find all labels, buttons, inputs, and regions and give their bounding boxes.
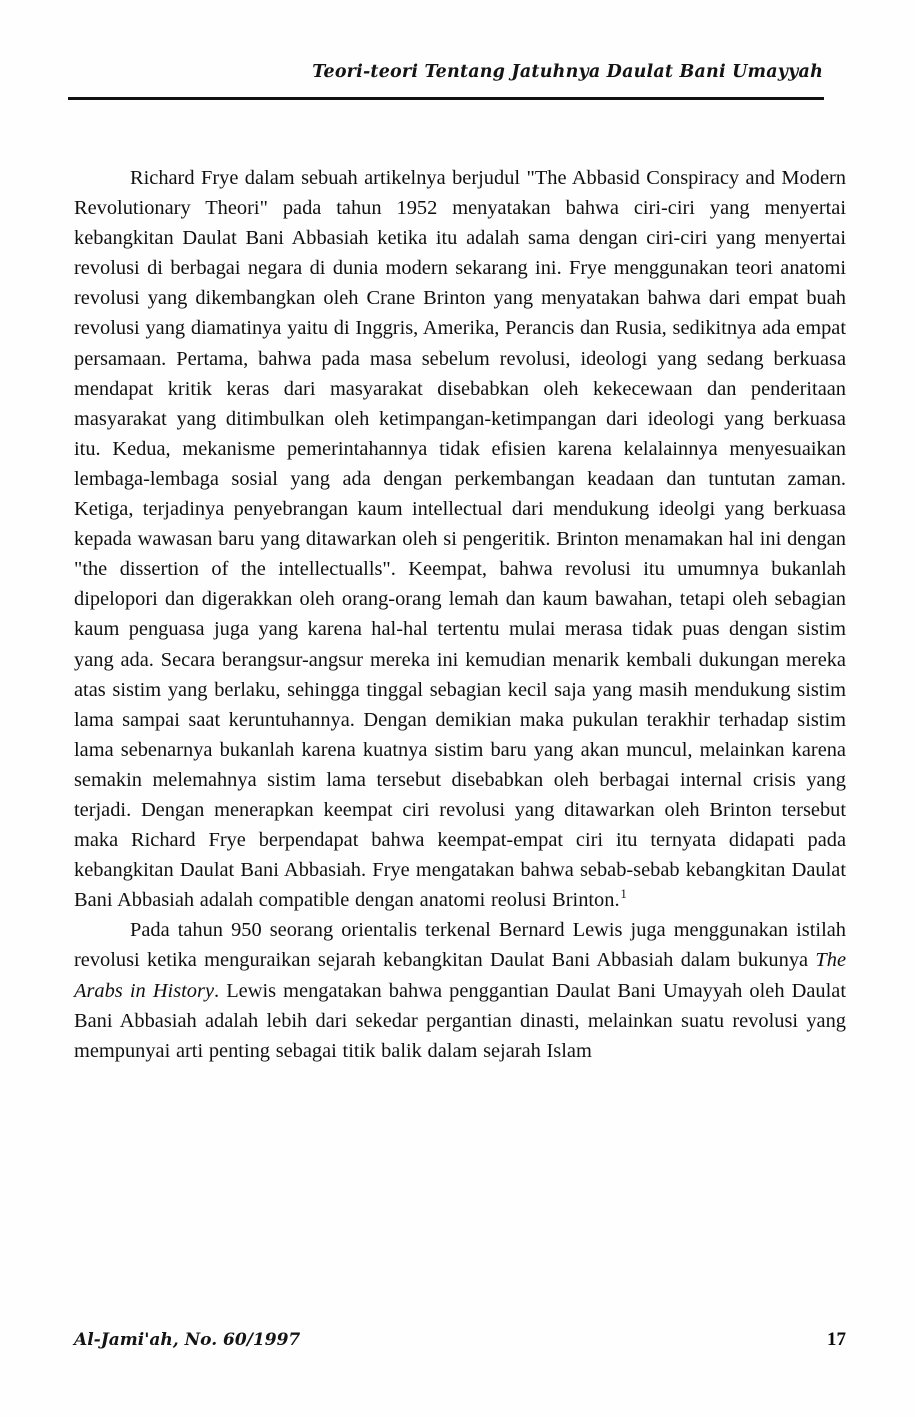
body-text-block <box>74 163 846 1066</box>
paragraph-2 <box>74 915 846 1065</box>
book-title-arabs-in-history: The Arabs in History <box>74 949 846 1002</box>
paragraph-2-text-before-title: Pada tahun 950 seorang orientalis terkenal Bernard Lewis juga menggunakan istilah revolusi ketika menguraikan sejarah kebangkitan Daulat Bani Abbasiah dalam bukunya <box>74 919 846 972</box>
page-number: 17 <box>827 1329 846 1350</box>
paragraph-1-text: Richard Frye dalam sebuah artikelnya berjudul "The Abbasid Conspiracy and Modern Revolutionary Theori" pada tahun 1952 menyatakan bahwa ciri-ciri yang menyertai kebangkitan Daulat Bani Abbasiah ketika itu adalah sama dengan ciri-ciri yang menyertai revolusi di berbagai negara di dunia modern sekarang ini. Frye menggunakan teori anatomi revolusi yang dikembangkan oleh Crane Brinton yang menyatakan bahwa dari empat buah revolusi yang diamatinya yaitu di Inggris, Amerika, Perancis dan Rusia, sedikitnya ada empat persamaan. Pertama, bahwa pada masa sebelum revolusi, ideologi yang sedang berkuasa mendapat kritik keras dari masyarakat disebabkan oleh kekecewaan dan penderitaan masyarakat yang ditimbulkan oleh ketimpangan-ketimpangan dari ideologi yang berkuasa itu. Kedua, mekanisme pemerintahannya tidak efisien karena kelalainnya menyesuaikan lembaga-lembaga sosial yang ada dengan perkembangan keadaan dan tuntutan zaman. Ketiga, terjadinya penyebrangan kaum intellectual dari mendukung ideolgi yang berkuasa kepada wawasan baru yang ditawarkan oleh si pengeritik. Brinton menamakan hal ini dengan "the dissertion of the intellectualls". Keempat, bahwa revolusi itu umumnya bukanlah dipelopori dan digerakkan oleh orang-orang lemah dan kaum bawahan, tetapi oleh sebagian kaum penguasa juga yang karena hal-hal tertentu mulai merasa tidak puas dengan sistim yang ada. Secara berangsur-angsur mereka ini kemudian menarik kembali dukungan mereka atas sistim yang berlaku, sehingga tinggal sebagian kecil saja yang masih mendukung sistim lama sampai saat keruntuhannya. Dengan demikian maka pukulan terakhir terhadap sistim lama sebenarnya bukanlah karena kuatnya sistim baru yang akan muncul, melainkan karena semakin melemahnya sistim lama tersebut disebabkan oleh berbagai internal crisis yang terjadi. Dengan menerapkan keempat ciri revolusi yang ditawarkan oleh Brinton tersebut maka Richard Frye berpendapat bahwa keempat-empat ciri itu ternyata didapati pada kebangkitan Daulat Bani Abbasiah. Frye mengatakan bahwa sebab-sebab kebangkitan Daulat Bani Abbasiah adalah compatible dengan anatomi reolusi Brinton. <box>74 167 846 912</box>
footer-journal-citation: Al-Jami'ah, No. 60/1997 <box>74 1330 301 1350</box>
running-head <box>68 62 823 92</box>
page-footer <box>74 1329 846 1359</box>
footnote-reference-marker: 1 <box>620 887 627 902</box>
paragraph-2-text-after-title: . Lewis mengatakan bahwa penggantian Daulat Bani Umayyah oleh Daulat Bani Abbasiah adalah lebih dari sekedar pergantian dinasti, melainkan suatu revolusi yang mempunyai arti penting sebagai titik balik dalam sejarah Islam <box>74 979 846 1062</box>
running-head-text: Teori-teori Tentang Jatuhnya Daulat Bani Umayyah <box>312 62 823 82</box>
header-divider-rule <box>68 97 824 100</box>
paragraph-1 <box>74 163 846 915</box>
